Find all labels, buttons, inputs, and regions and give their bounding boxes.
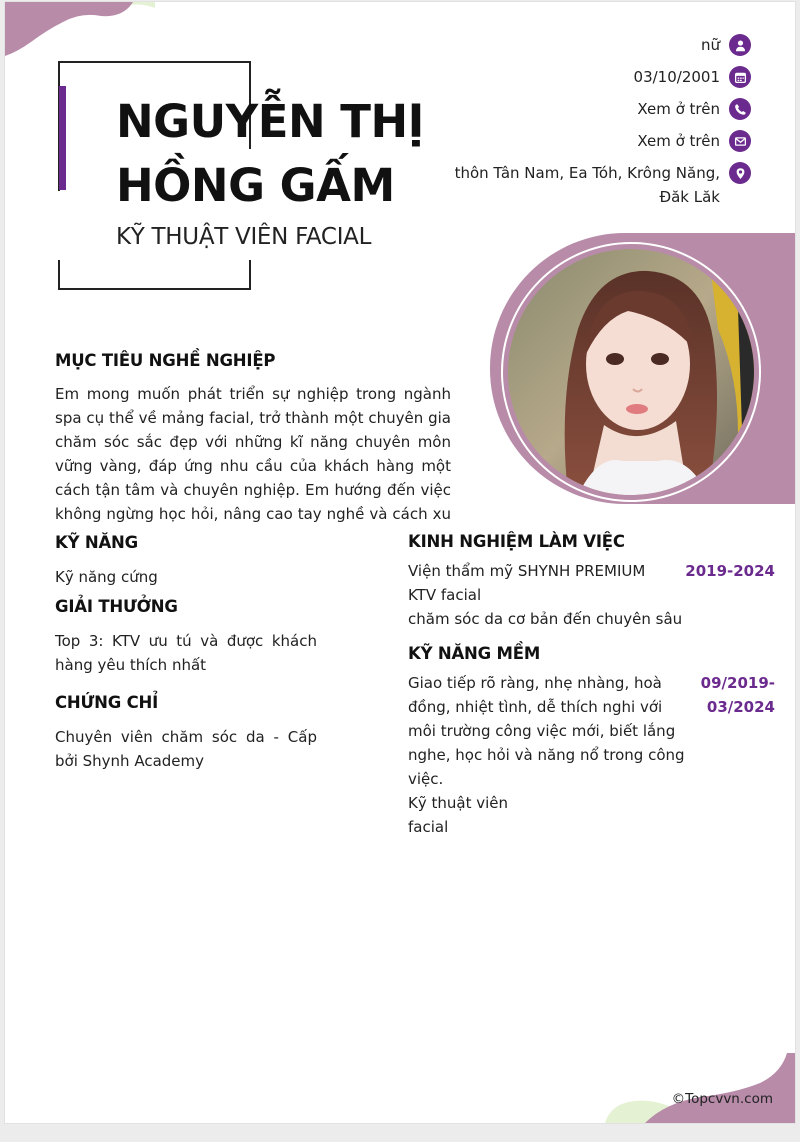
address-text <box>455 161 720 209</box>
soft-skills-role-line-1: Kỹ thuật viên <box>408 794 508 812</box>
experience-heading: KINH NGHIỆM LÀM VIỆC <box>408 532 625 551</box>
awards-heading: GIẢI THƯỞNG <box>55 597 178 616</box>
experience-entry <box>408 559 688 631</box>
name-frame-left-lower <box>58 260 60 290</box>
soft-skills-period-start: 09/2019- <box>700 674 775 692</box>
job-title: KỸ THUẬT VIÊN FACIAL <box>116 224 372 250</box>
contact-birthday <box>391 65 751 89</box>
objective-text: Em mong muốn phát triển sự nghiệp trong ngành spa cụ thể về mảng facial, trở thành một chuyên gia chăm sóc sắc đẹp với những kĩ năng chuyên môn vững vàng, đáp ứng nhu cầu của khách hàng một cách tận tâm và chuyên nghiệp. Em hướng đến việc không ngừng học hỏi, nâng cao tay nghề và cách xu <box>55 385 451 523</box>
user-icon <box>729 34 751 56</box>
birthday-text: 03/10/2001 <box>633 68 720 86</box>
certificates-heading: CHỨNG CHỈ <box>55 693 159 712</box>
soft-skills-period <box>701 671 775 719</box>
experience-period: 2019-2024 <box>685 562 775 580</box>
gender-text: nữ <box>700 36 720 54</box>
soft-skills-period-end: 03/2024 <box>706 698 775 716</box>
phone-text: Xem ở trên <box>637 100 720 118</box>
email-text: Xem ở trên <box>637 132 720 150</box>
contact-address <box>391 161 751 209</box>
bottom-right-blob-decoration <box>605 1053 795 1123</box>
experience-company: Viện thẩm mỹ SHYNH PREMIUM <box>408 562 646 580</box>
profile-photo <box>508 249 754 495</box>
email-icon <box>729 130 751 152</box>
contact-email <box>391 129 751 153</box>
experience-position: KTV facial <box>408 586 482 604</box>
soft-skills-heading: KỸ NĂNG MỀM <box>408 644 541 663</box>
location-icon <box>729 162 751 184</box>
phone-icon <box>729 98 751 120</box>
awards-text: Top 3: KTV ưu tú và được khách hàng yêu thích nhất <box>55 632 317 674</box>
name-frame-bottom <box>58 288 251 290</box>
name-line-2: HỒNG GẤM <box>116 159 395 212</box>
address-line-1: thôn Tân Nam, Ea Tóh, Krông Năng, <box>454 164 720 182</box>
top-left-blob-decoration <box>5 2 165 62</box>
name-frame-accent <box>59 86 66 190</box>
calendar-icon <box>729 66 751 88</box>
objective-heading: MỤC TIÊU NGHỀ NGHIỆP <box>55 351 276 370</box>
contact-gender <box>391 33 751 57</box>
copyright-footer: ©Topcvvn.com <box>671 1091 773 1107</box>
name-line-1: NGUYỄN THỊ <box>116 95 424 148</box>
name-frame-top <box>58 61 251 63</box>
soft-skills-entry <box>408 671 690 839</box>
soft-skills-text: Giao tiếp rõ ràng, nhẹ nhàng, hoà đồng, nhiệt tình, dễ thích nghi với môi trường công việc mới, biết lắng nghe, học hỏi và năng nổ trong công việc. <box>408 674 685 788</box>
skills-heading: KỸ NĂNG <box>55 533 139 552</box>
contact-phone <box>391 97 751 121</box>
soft-skills-role-line-2: facial <box>408 818 449 836</box>
name-frame-right-lower <box>249 260 251 290</box>
experience-description: chăm sóc da cơ bản đến chuyên sâu <box>408 610 683 628</box>
address-line-2: Đăk Lăk <box>659 188 720 206</box>
certificates-text: Chuyên viên chăm sóc da - Cấp bởi Shynh Academy <box>55 728 317 770</box>
cv-page <box>4 1 796 1124</box>
skills-text: Kỹ năng cứng <box>55 568 158 586</box>
